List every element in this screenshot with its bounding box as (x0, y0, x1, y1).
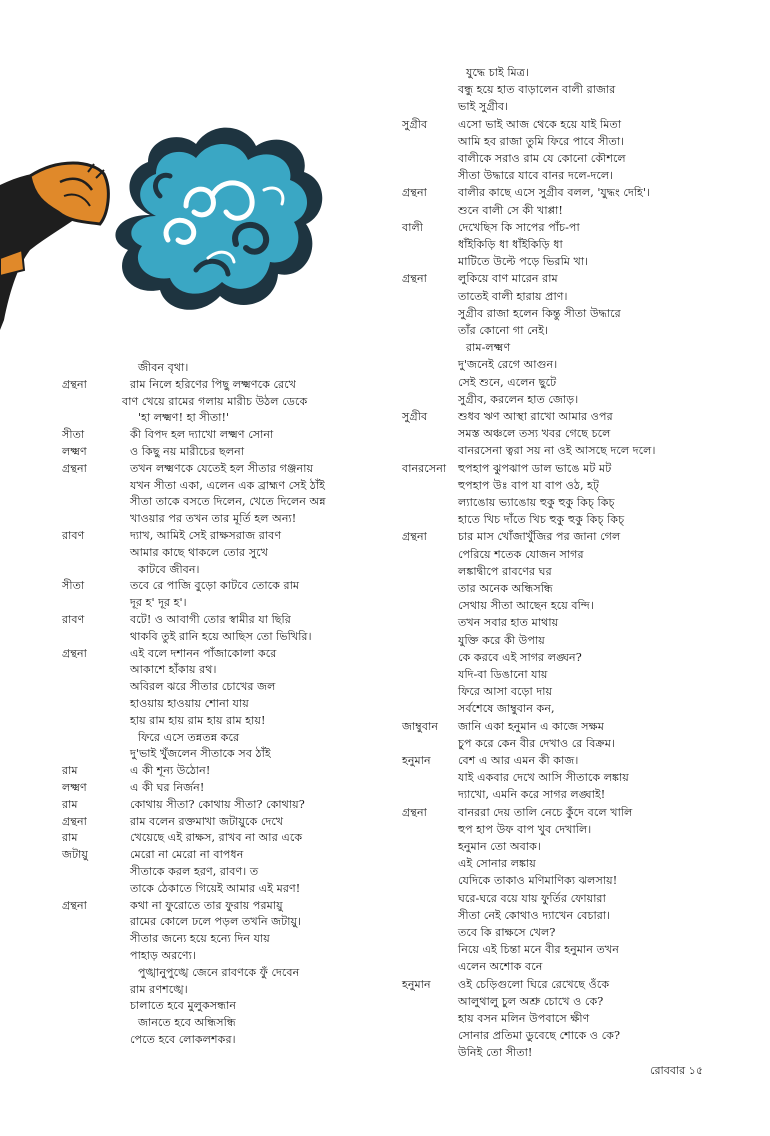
dialogue-text: বানরসেনা ত্বরা সয় না ওই আসছে দলে দলে। (458, 444, 656, 458)
left-text-column (62, 360, 362, 1060)
dialogue-text: সীতা উদ্ধারে যাবে বানর দলে-দলে। (458, 169, 614, 183)
speaker-label: সুগ্রীব (402, 410, 428, 423)
dialogue-text: জানতে হবে অন্ধিসন্ধি (138, 1016, 236, 1030)
dialogue-text: খেয়েছে এই রাক্ষস, রাখব না আর একে (130, 831, 303, 845)
speaker-label: রাম (62, 764, 78, 778)
dialogue-text: শুধব ঋণ আস্থা রাখো আমার ওপর (458, 410, 613, 423)
speaker-label: রাবণ (62, 529, 85, 542)
speaker-label: গ্রন্থনা (402, 805, 427, 819)
dialogue-text: সীতার জন্যে হয়ে হন্যে দিন যায় (130, 932, 270, 946)
dialogue-text: এলেন অশোক বনে (458, 960, 543, 974)
dialogue-text: মাটিতে উল্টে পড়ে ভিরমি খা। (458, 255, 589, 269)
dialogue-text: দূর হ' দূর হ'। (130, 596, 187, 610)
dialogue-text: বেশ এ আর এমন কী কাজ। (458, 754, 579, 767)
dialogue-text: পাহাড় অরণ্যে। (130, 949, 196, 962)
dialogue-text: দু'জনেই রেগে আগুন। (458, 358, 558, 372)
dialogue-text: এ কী শূন্য উঠোন! (130, 764, 211, 778)
speaker-label: হনুমান (402, 977, 431, 991)
dialogue-text: যুক্তি করে কী উপায় (458, 633, 545, 647)
dialogue-text: রাম নিলে হরিণের পিছু লক্ষ্মণকে রেখে (130, 377, 296, 391)
dialogue-text: ভাই সুগ্রীব। (458, 100, 509, 114)
dialogue-text: সেই শুনে, এলেন ছুটে (458, 375, 557, 389)
dialogue-text: দেখেছিস কি সাপের পাঁচ-পা (458, 220, 580, 234)
dialogue-text: রাম রণশঙ্খে। (130, 982, 188, 996)
dialogue-text: তাঁর কোনো গা নেই। (458, 324, 549, 337)
dialogue-text: এসো ভাই আজ থেকে হয়ে যাই মিতা (458, 117, 622, 131)
dialogue-text: আকাশে হাঁকায় রথ। (130, 663, 217, 677)
dialogue-text: যুদ্ধে চাই মিত্র। (466, 66, 529, 79)
dialogue-text: সেথায় সীতা আছেন হয়ে বন্দি। (458, 599, 594, 613)
dialogue-text: হুপ হাপ উফ বাপ খুব দেখালি। (458, 822, 592, 836)
dialogue-text: ফিরে আসা বড়ো দায় (458, 685, 553, 699)
dialogue-text: আমি হব রাজা তুমি ফিরে পাবে সীতা। (458, 134, 625, 148)
speaker-label: বানরসেনা (402, 461, 447, 475)
dialogue-text: হায় বসন মলিন উপবাসে ক্ষীণ (458, 1012, 590, 1025)
speaker-label: সুগ্রীব (402, 117, 428, 131)
dialogue-text: যদি-বা ডিঙানো যায় (458, 668, 548, 681)
dialogue-text: সীতাকে করল হরণ, রাবণ। ত (130, 865, 259, 878)
dialogue-text: হাতে খিচ দাঁতে খিচ হুকু হুকু কিচ্ কিচ্ (458, 513, 625, 527)
dialogue-text: কথা না ফুরোতে তার ফুরায় পরমায়ু (130, 898, 283, 912)
dialogue-text: বন্ধু হয়ে হাত বাড়ালেন বালী রাজার (458, 83, 616, 97)
dialogue-text: তাকে ঠেকাতে গিয়েই আমার এই মরণ! (130, 881, 301, 895)
dialogue-text: পেতে হবে লোকলশকর। (130, 1033, 236, 1046)
dialogue-text: তখন সবার হাত মাথায় (458, 616, 559, 630)
dialogue-text: চুপ করে কেন বীর দেখাও রে বিক্রম। (458, 736, 615, 750)
dialogue-text: এই বলে দশানন পাঁজাকোলা করে (130, 646, 277, 660)
dialogue-text: সুগ্রীব, করলেন হাত জোড়। (458, 392, 579, 406)
dialogue-text: শুনে বালী সে কী খাপ্পা! (458, 203, 563, 217)
speaker-label: লক্ষ্মণ (62, 445, 87, 458)
dialogue-text: জীবন বৃথা। (138, 361, 189, 374)
speaker-label: জটায়ু (62, 848, 88, 862)
dialogue-text: হাওয়ায় হাওয়ায় শোনা যায় (130, 697, 249, 710)
dialogue-text: খাওয়ার পর তখন তার মূর্তি হল অন্য! (130, 512, 297, 526)
dialogue-text: জানি একা হনুমান এ কাজে সক্ষম (458, 719, 604, 733)
dialogue-text: সোনার প্রতিমা ডুবেছে শোকে ও কে? (458, 1029, 620, 1043)
dialogue-text: মেরো না মেরো না বাপধন (130, 848, 244, 862)
dialogue-text: অবিরল ঝরে সীতার চোখের জল (130, 680, 276, 694)
dialogue-text: বটে! ও আবাগী তোর স্বামীর যা ছিরি (130, 613, 291, 626)
dialogue-text: কোথায় সীতা? কোথায় সীতা? কোথায়? (130, 797, 305, 811)
dialogue-text: হায় রাম হায় রাম হায় রাম হায়! (130, 713, 266, 727)
dialogue-text: নিয়ে এই চিন্তা মনে বীর হনুমান তখন (458, 943, 619, 957)
dialogue-text: সুগ্রীব রাজা হলেন কিন্তু সীতা উদ্ধারে (458, 306, 621, 320)
dialogue-text: ও কিছু নয় মারীচের ছলনা (130, 445, 245, 458)
dialogue-text: সর্বশেষে জাম্বুবান কন, (458, 702, 555, 716)
speaker-label: জাম্বুবান (402, 719, 438, 733)
dialogue-text: সীতা তাকে বসতে দিলেন, খেতে দিলেন অন্ন (130, 495, 326, 509)
dialogue-text: পুঙ্খানুপুঙ্খে জেনে রাবণকে ফুঁ দেবেন (138, 965, 300, 979)
dialogue-text: চার মাস খোঁজাখুঁজির পর জানা গেল (458, 530, 621, 544)
dialogue-text: উনিই তো সীতা! (458, 1046, 533, 1060)
dialogue-text: হুপহাপ ঝুপঝাপ ডাল ভাঙে মট মট (458, 461, 612, 475)
speaker-label: গ্রন্থনা (402, 186, 427, 200)
speaker-label: গ্রন্থনা (62, 461, 87, 475)
dialogue-text: রামের কোলে ঢলে পড়ল তখনি জটায়ু। (130, 915, 302, 929)
speaker-label: রাম (62, 831, 78, 845)
speaker-label: গ্রন্থনা (62, 898, 87, 912)
dialogue-text: তার অনেক অন্ধিসন্ধি (458, 582, 553, 595)
dialogue-text: 'হা লক্ষ্মণ! হা সীতা!' (138, 411, 230, 425)
dialogue-text: চালাতে হবে মুলুকসন্ধান (130, 999, 237, 1013)
dialogue-text: বালীর কাছে এসে সুগ্রীব বলল, 'যুদ্ধং দেহি'। (458, 186, 651, 200)
dialogue-text: দ্যাখো, এমনি করে সাগর লঙ্ঘাই! (458, 788, 606, 802)
dialogue-text: যখন সীতা একা, এলেন এক ব্রাহ্মণ সেই ঠাঁই (130, 478, 325, 492)
dialogue-text: ল্যাঙোয় ভ্যাঙোয় হুকু হুকু কিচ্ কিচ্ (458, 496, 615, 509)
speaker-label: গ্রন্থনা (402, 530, 427, 544)
dialogue-text: থাকবি তুই রানি হয়ে আছিস তো ভিখিরি। (130, 629, 312, 643)
dialogue-text: আলুথালু চুল অশ্রু চোখে ও কে? (458, 994, 604, 1008)
dialogue-text: ওই চেড়িগুলো ঘিরে রেখেছে ওঁকে (458, 977, 610, 991)
dialogue-text: তবে কি রাক্ষসে খেল? (458, 926, 556, 939)
cloud-spiral-illustration (115, 128, 322, 310)
page-folio: রোববার ১৫ (650, 1064, 703, 1077)
dialogue-text: লঙ্কাদ্বীপে রাবণের ঘর (458, 564, 552, 578)
dialogue-text: বানররা দেয় তালি নেচে কুঁদে বলে খালি (458, 805, 633, 819)
dialogue-text: দ্যাখ, আমিই সেই রাক্ষসরাজ রাবণ (130, 529, 282, 542)
dialogue-text: তবে রে পাজি বুড়ো কাটবে তোকে রাম (130, 579, 300, 593)
dialogue-text: বালীকে সরাও রাম যে কোনো কৌশলে (458, 152, 626, 165)
dialogue-text: দু'ভাই খুঁজলেন সীতাকে সব ঠাঁই (130, 747, 271, 761)
dialogue-text: যাই একবার দেখে আসি সীতাকে লঙ্কায় (458, 771, 629, 785)
dialogue-text: কী বিপদ হল দ্যাখো লক্ষ্মণ সোনা (130, 428, 274, 442)
right-text-column (402, 65, 742, 1065)
dialogue-text: এই সোনার লঙ্কায় (458, 857, 536, 871)
speaker-label: হনুমান (402, 754, 431, 767)
dialogue-text: হনুমান তো অবাক। (458, 840, 541, 853)
dialogue-text: আমার কাছে থাকলে তোর সুখে (130, 545, 268, 559)
dialogue-text: কাটবে জীবন। (138, 562, 200, 576)
dialogue-text: তাতেই বালী হারায় প্রাণ। (458, 289, 568, 303)
dialogue-text: তখন লক্ষ্মণকে যেতেই হল সীতার গঞ্জনায় (130, 461, 314, 475)
speaker-label: বালী (402, 220, 424, 234)
speaker-label: গ্রন্থনা (402, 272, 427, 286)
speaker-label: গ্রন্থনা (62, 377, 87, 391)
speaker-label: গ্রন্থনা (62, 814, 87, 828)
dialogue-text: সমস্ত অঞ্চলে তস্য খবর গেছে চলে (458, 427, 611, 441)
creature-illustration (0, 163, 108, 330)
speaker-label: রাম (62, 797, 78, 811)
dialogue-text: সীতা নেই কোথাও দ্যাখেন বেচারা। (458, 908, 611, 922)
dialogue-text: কে করবে এই সাগর লঙ্ঘন? (458, 650, 582, 664)
speaker-label: সীতা (62, 428, 85, 442)
dialogue-text: এ কী ঘর নির্জন! (130, 781, 205, 794)
dialogue-text: ঘরে-ঘরে বয়ে যায় ফুর্তির ফোয়ারা (458, 891, 606, 905)
speaker-label: সীতা (62, 579, 85, 593)
dialogue-text: রাম-লক্ষ্মণ (466, 341, 511, 355)
dialogue-text: লুকিয়ে বাণ মারেন রাম (458, 272, 558, 286)
dialogue-text: ফিরে এসে তন্নতন্ন করে (138, 730, 240, 744)
speaker-label: রাবণ (62, 613, 85, 626)
dialogue-text: যেদিকে তাকাও মণিমাণিক্য ঝলসায়! (458, 874, 618, 888)
dialogue-text: ধাঁইকিড়ি ধা ধাঁইকিড়ি ধা (458, 238, 563, 251)
speaker-label: লক্ষ্মণ (62, 781, 87, 794)
dialogue-text: বাণ খেয়ে রামের গলায় মারীচ উঠল ডেকে (122, 394, 308, 408)
dialogue-text: হুপহাপ উঃ বাপ যা বাপ ওঠ, হট্ (458, 478, 600, 492)
speaker-label: গ্রন্থনা (62, 646, 87, 660)
dialogue-text: পেরিয়ে শতেক যোজন সাগর (458, 547, 584, 561)
dialogue-text: রাম বলেন রক্তমাখা জটায়ুকে দেখে (130, 814, 284, 828)
